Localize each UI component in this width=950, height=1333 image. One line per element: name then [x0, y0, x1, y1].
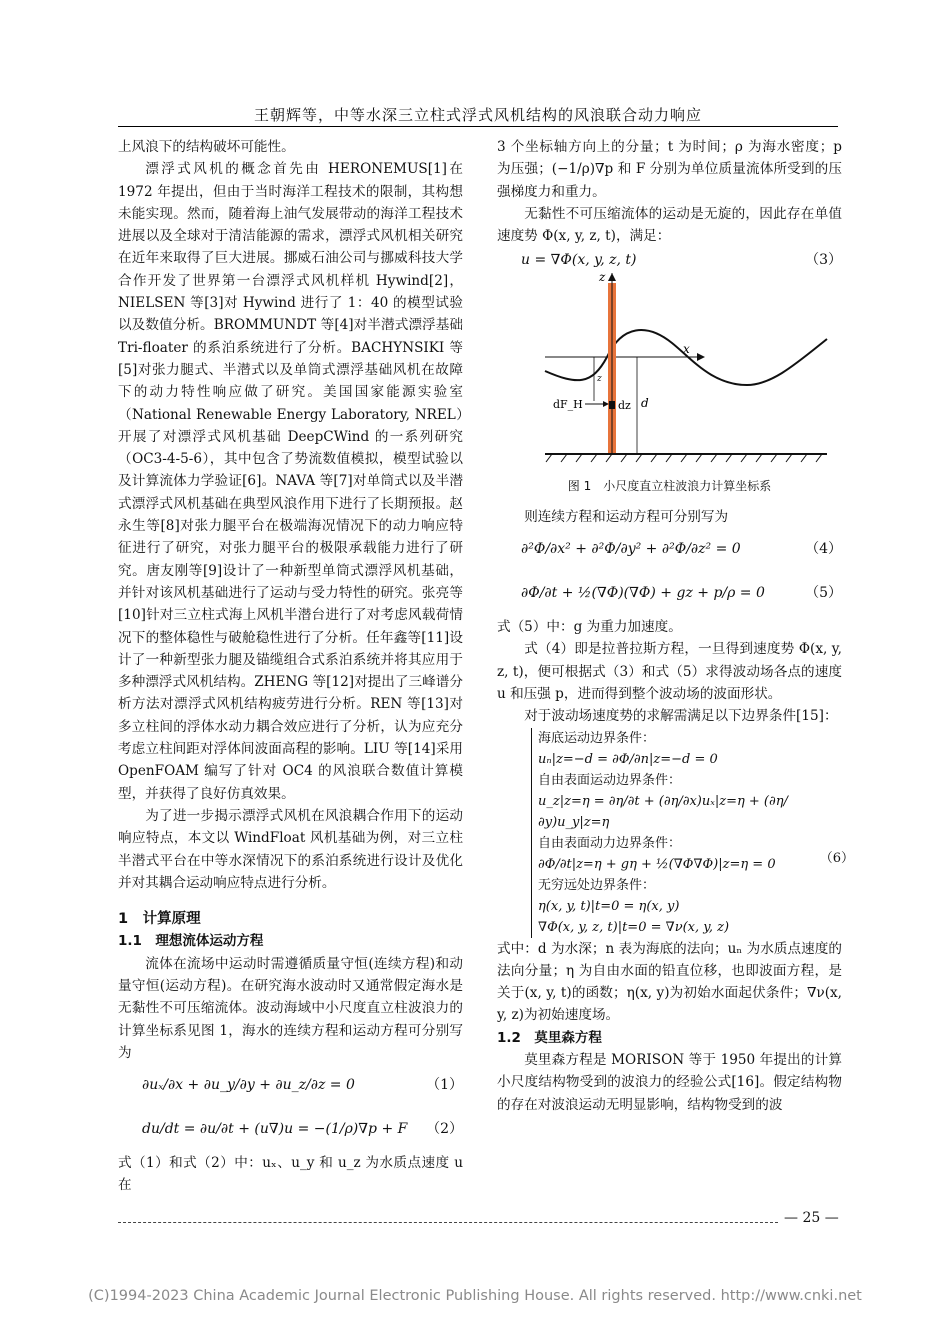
equation-1	[142, 1064, 463, 1108]
bc-equation: u_z|z=η = ∂η/∂t + (∂η/∂x)uₓ|z=η + (∂η/∂y)u_y|z=η	[538, 793, 788, 830]
paragraph: 式（5）中：g 为重力加速度。	[497, 619, 682, 636]
bc-label: 自由表面运动边界条件：	[538, 772, 682, 788]
equation-3	[521, 247, 842, 273]
equation-number: （2）	[426, 1121, 463, 1138]
bc-equation: η(x, y, t)|t=0 = η(x, y)	[538, 898, 680, 914]
paragraph: 3 个坐标轴方向上的分量；t 为时间；ρ 为海水密度；p 为压强；(−1/ρ)∇p 和 F 分别为单位质量流体所受到的压强梯度力和重力。	[497, 139, 842, 200]
paragraph: 无黏性不可压缩流体的运动是无旋的，因此存在单值速度势 Φ(x, y, z, t)，满足：	[497, 205, 842, 245]
label-dz: dz	[618, 399, 631, 413]
equation-4	[521, 528, 842, 572]
seabed-hatching	[546, 454, 822, 462]
paragraph: 流体在流场中运动时需遵循质量守恒(连续方程)和动量守恒(运动方程)。在研究海水波动时又通常假定海水是无黏性不可压缩流体。波动海域中小尺度直立柱波浪力的计算坐标系见图 1，海水的连续方程和运动方程可分别写为	[118, 955, 463, 1061]
equation-2	[142, 1108, 463, 1152]
paragraph: 莫里森方程是 MORISON 等于 1950 年提出的计算小尺度结构物受到的波浪力的经验公式[16]。假定结构物的存在对波浪运动无明显影响，结构物受到的波	[497, 1052, 842, 1113]
equation-5	[521, 572, 842, 616]
footer-rule	[118, 1222, 778, 1223]
element-dz	[609, 401, 615, 409]
running-head: 王朝辉等，中等水深三立柱式浮式风机结构的风浪联合动力响应	[253, 106, 702, 124]
copyright-notice: (C)1994-2023 China Academic Journal Electronic Publishing House. All rights reserved. http://www.cnki.net	[88, 1288, 862, 1304]
page-number: — 25 —	[784, 1210, 839, 1226]
paragraph: 漂浮式风机的概念首先由 HERONEMUS[1]在1972 年提出，但由于当时海洋工程技术的限制，其构想未能实现。然而，随着海上油气发展带动的海洋工程技术进展以及全球对于清洁能源的需求，漂浮式风机相关研究在近年来取得了巨大进展。挪威石油公司与挪威科技大学合作开发了世界第一台漂浮式风机样机 Hywind[2]，NIELSEN 等[3]对 Hywind 进行了 1：40 的模型试验以及数值分析。BROMMUNDT 等[4]对半潜式漂浮基础 Tri-floater 的系泊系统进行了分析。BACHYNSIKI 等[5]对张力腿式、半潜式以及单筒式漂浮基础风机在故障下的动力特性响应做了研究。美国国家能源实验室（National Renewable Energy Laboratory, NREL）开展了对漂浮式风机基础 DeepCWind 的一系列研究（OC3-4-5-6），其中包含了势流数值模拟，模型试验以及计算流体力学验证[6]。NAVA 等[7]对单筒式以及半潜式漂浮式风机基础在典型风浪作用下进行了长期预报。赵永生等[8]对张力腿平台在极端海况情况下的动力响应特征进行了研究，对张力腿平台的极限承载能力进行了研究。唐友刚等[9]设计了一种新型单筒式漂浮风机基础，并针对该风机基础进行了运动与受力特性的研究。张亮等[10]针对三立柱式海上风机半潜台进行了对考虑风载荷情况下的整体稳性与破舱稳性进行了分析。任年鑫等[11]设计了一种新型张力腿及锚缆组合式系泊系统并将其应用于多种漂浮式风机结构。ZHENG 等[12]对提出了三峰谱分析方法对漂浮式风机结构疲劳进行分析。REN 等[13]对多立柱间的浮体水动力耦合效应进行了分析，认为应充分考虑立柱间距对浮体间波面高程的影响。LIU 等[14]采用OpenFOAM 编写了针对 OC4 的风浪联合数值计算模型，并获得了良好仿真效果。	[118, 161, 463, 802]
wave-profile	[545, 331, 827, 386]
subsection-heading: 1.2 莫里森方程	[497, 1029, 602, 1046]
paragraph: 式（1）和式（2）中：uₓ、u_y 和 u_z 为水质点速度 u 在	[118, 1155, 463, 1194]
equation-number: （5）	[805, 585, 842, 602]
equation-body: ∂uₓ/∂x + ∂u_y/∂y + ∂u_z/∂z = 0	[142, 1077, 355, 1094]
bc-equation: ∂Φ/∂t|z=η + gη + ½(∇Φ∇Φ)|z=η = 0	[538, 856, 776, 872]
bc-equation: ∇Φ(x, y, z, t)|t=0 = ∇ν(x, y, z)	[538, 919, 730, 935]
equation-number: （1）	[426, 1077, 463, 1094]
z-axis-arrow	[608, 273, 616, 281]
figure-1	[497, 273, 842, 473]
equation-number: （4）	[805, 541, 842, 558]
bc-equation: uₙ|z=−d = ∂Φ/∂n|z=−d = 0	[538, 751, 718, 767]
subsection-heading: 1.1 理想流体运动方程	[118, 933, 264, 950]
paragraph: 为了进一步揭示漂浮式风机在风浪耦合作用下的运动响应特点，本文以 WindFloat 风机基础为例，对三立柱半潜式平台在中等水深情况下的系泊系统进行设计及优化并对其耦合运动响应特点进行分析。	[118, 807, 463, 891]
paragraph: 式中：d 为水深；n 表为海底的法向；uₙ 为水质点速度的法向分量；η 为自由水面的铅直位移，也即波面方程，是关于(x, y, t)的函数；η(x, y)为初始水面起伏条件；∇ν(x, y, z)为初始速度场。	[497, 940, 842, 1024]
bc-label: 海底运动边界条件：	[538, 730, 656, 746]
label-x: x	[683, 342, 690, 357]
bc-label: 无穷远处边界条件：	[538, 877, 656, 893]
equation-number: （3）	[805, 252, 842, 269]
paragraph: 上风浪下的结构破坏可能性。	[118, 139, 295, 155]
left-column	[118, 136, 463, 1197]
paragraph: 对于波动场速度势的求解需满足以下边界条件[15]：	[524, 708, 838, 725]
label-z-height: z	[597, 374, 602, 385]
boundary-conditions	[531, 728, 854, 938]
figure-1-diagram	[497, 273, 842, 473]
label-z: z	[599, 273, 606, 285]
equation-body: ∂Φ/∂t + ½(∇Φ)(∇Φ) + gz + p/ρ = 0	[521, 585, 765, 602]
equation-body: ∂²Φ/∂x² + ∂²Φ/∂y² + ∂²Φ/∂z² = 0	[521, 541, 741, 558]
label-dFH: dF_H	[553, 398, 583, 412]
paragraph: 则连续方程和运动方程可分别写为	[524, 508, 729, 525]
x-axis-arrow	[697, 353, 705, 361]
section-heading: 1 计算原理	[118, 911, 201, 928]
header-rule	[118, 126, 838, 127]
equation-body: u = ∇Φ(x, y, z, t)	[521, 252, 637, 269]
figure-caption: 图 1 小尺度直立柱波浪力计算坐标系	[567, 479, 772, 494]
right-column	[497, 136, 854, 1116]
paragraph: 式（4）即是拉普拉斯方程，一旦得到速度势 Φ(x, y, z, t)，便可根据式（3）和式（5）求得波动场各点的速度 u 和压强 p，进而得到整个波动场的波面形状。	[497, 641, 842, 702]
bc-label: 自由表面动力边界条件：	[538, 835, 682, 851]
equation-number: （6）	[819, 850, 854, 866]
equation-body: du/dt = ∂u/∂t + (u∇)u = −(1/ρ)∇p + F	[142, 1121, 408, 1138]
label-d: d	[641, 396, 649, 411]
